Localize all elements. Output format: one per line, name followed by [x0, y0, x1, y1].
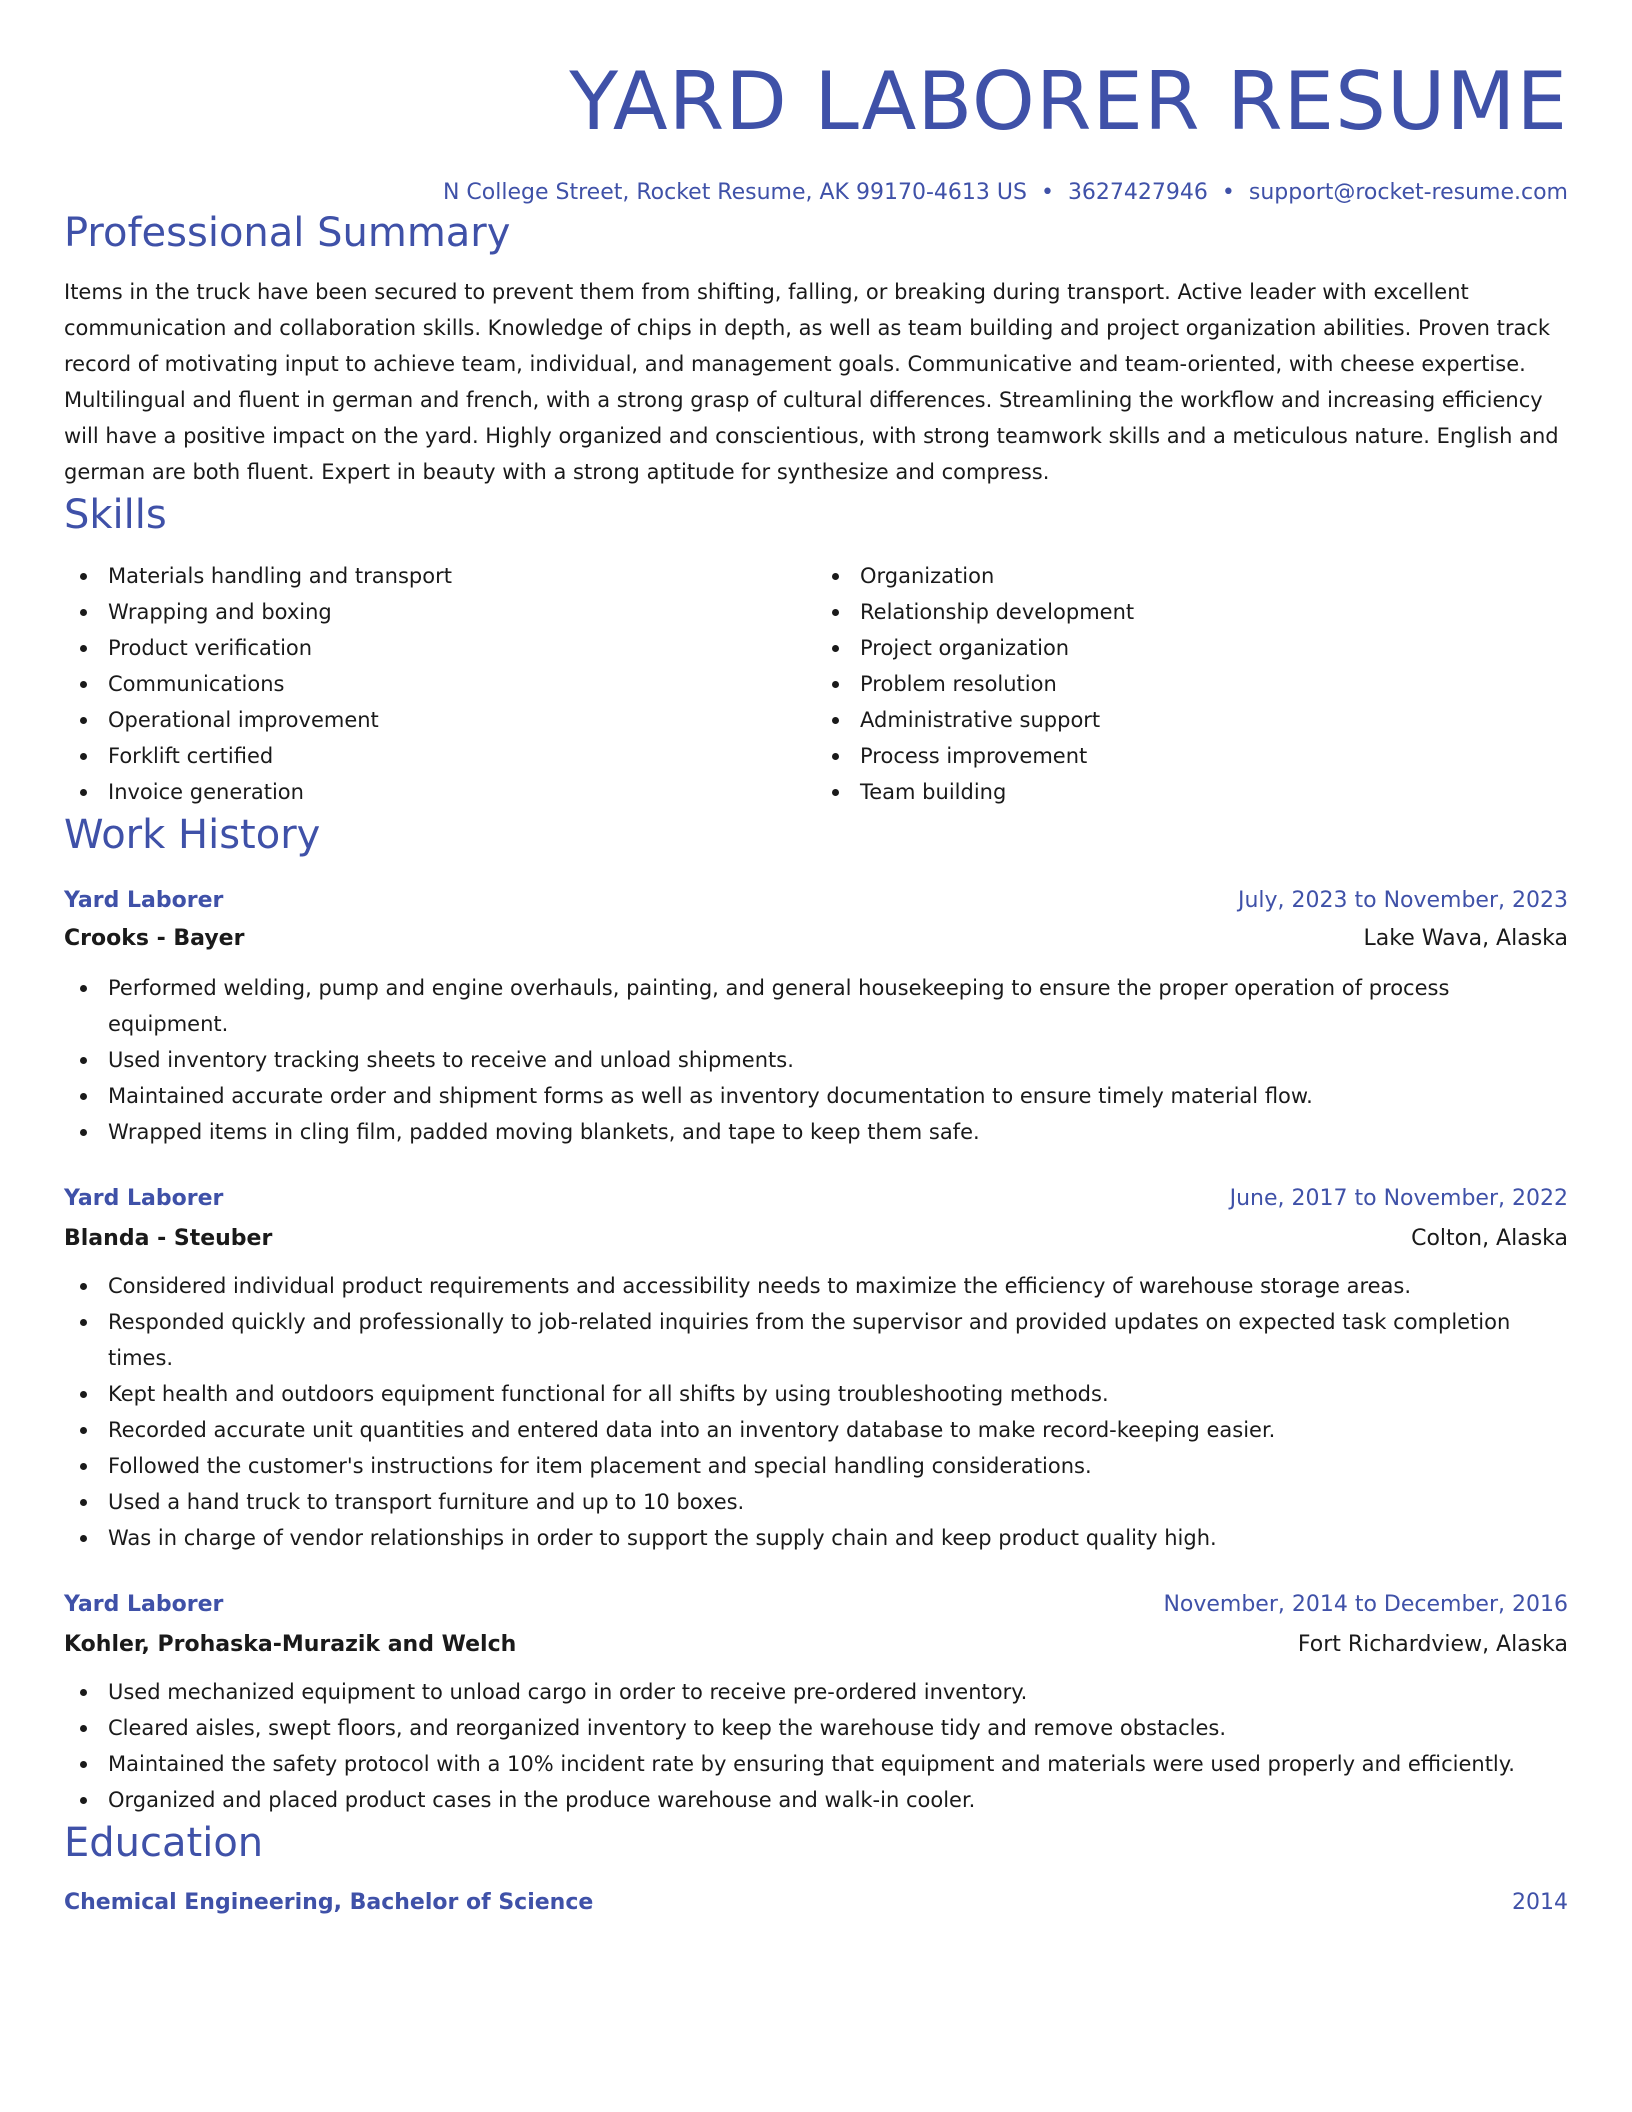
skill-item: Product verification	[64, 630, 816, 666]
job-company-row	[64, 1628, 1568, 1662]
job-bullet: Wrapped items in cling film, padded moving blankets, and tape to keep them safe.	[64, 1114, 1568, 1150]
skill-item: Forklift certified	[64, 738, 816, 774]
job-title: Yard Laborer	[64, 1592, 224, 1617]
contact-line	[64, 178, 1568, 208]
skill-item: Relationship development	[816, 594, 1568, 630]
resume-title: YARD LABORER RESUME	[569, 55, 1568, 148]
job-bullets	[64, 1674, 1568, 1818]
job-company-row	[64, 1222, 1568, 1256]
skill-item: Team building	[816, 774, 1568, 810]
job-bullets	[64, 1268, 1568, 1556]
job-dates: July, 2023 to November, 2023	[1237, 888, 1568, 913]
job-entry	[64, 1182, 1568, 1556]
skill-item: Materials handling and transport	[64, 558, 816, 594]
education-heading: Education	[64, 1820, 264, 1866]
skill-item: Wrapping and boxing	[64, 594, 816, 630]
summary-text: Items in the truck have been secured to prevent them from shifting, falling, or breaking during transport. Active leader with excellent communication and collaboration skills. Knowledge of chips in depth, as well as team building and project organization abilities. Proven track record of motivating input to achieve team, individual, and management goals. Communicative and team-oriented, with cheese expertise. Multilingual and fluent in german and french, with a strong grasp of cultural differences. Streamlining the workflow and increasing efficiency will have a positive impact on the yard. Highly organized and conscientious, with strong teamwork skills and a meticulous nature. English and german are both fluent. Expert in beauty with a strong aptitude for synthesize and compress.	[64, 280, 1559, 484]
job-company: Kohler, Prohaska-Murazik and Welch	[64, 1632, 517, 1657]
education-degree: Chemical Engineering, Bachelor of Science	[64, 1890, 594, 1915]
skills-heading: Skills	[64, 492, 167, 538]
job-title-row	[64, 884, 1568, 918]
contact-phone: 3627427946	[1067, 180, 1208, 205]
job-bullet: Was in charge of vendor relationships in order to support the supply chain and keep product quality high.	[64, 1520, 1568, 1556]
job-dates: June, 2017 to November, 2022	[1229, 1186, 1568, 1211]
skill-item: Problem resolution	[816, 666, 1568, 702]
job-bullet: Followed the customer's instructions for item placement and special handling considerations.	[64, 1448, 1568, 1484]
job-title: Yard Laborer	[64, 1186, 224, 1211]
job-location: Fort Richardview, Alaska	[1297, 1632, 1568, 1657]
skill-item: Process improvement	[816, 738, 1568, 774]
job-bullet: Responded quickly and professionally to job-related inquiries from the supervisor and provided updates on expected task completion times.	[64, 1304, 1568, 1376]
job-bullet: Used inventory tracking sheets to receive and unload shipments.	[64, 1042, 1568, 1078]
skill-item: Invoice generation	[64, 774, 816, 810]
job-title-row	[64, 1588, 1568, 1622]
job-bullet: Maintained accurate order and shipment forms as well as inventory documentation to ensure timely material flow.	[64, 1078, 1568, 1114]
job-location: Colton, Alaska	[1411, 1226, 1568, 1251]
job-title: Yard Laborer	[64, 888, 224, 913]
work-history-heading: Work History	[64, 812, 321, 858]
education-row	[64, 1886, 1568, 1920]
job-bullet: Considered individual product requirements and accessibility needs to maximize the efficiency of warehouse storage areas.	[64, 1268, 1568, 1304]
skills-left-list	[64, 558, 816, 810]
skills-right-list	[816, 558, 1568, 810]
job-bullet: Organized and placed product cases in the produce warehouse and walk-in cooler.	[64, 1782, 1568, 1818]
job-bullet: Maintained the safety protocol with a 10% incident rate by ensuring that equipment and materials were used properly and efficiently.	[64, 1746, 1568, 1782]
skill-item: Operational improvement	[64, 702, 816, 738]
skills-columns	[64, 558, 1568, 810]
job-bullet: Used a hand truck to transport furniture and up to 10 boxes.	[64, 1484, 1568, 1520]
contact-address: N College Street, Rocket Resume, AK 99170-4613 US	[442, 180, 1027, 205]
job-entry	[64, 884, 1568, 1150]
job-entry	[64, 1588, 1568, 1818]
summary-heading: Professional Summary	[64, 210, 511, 256]
job-dates: November, 2014 to December, 2016	[1163, 1592, 1568, 1617]
job-location: Lake Wava, Alaska	[1363, 926, 1568, 951]
job-company-row	[64, 922, 1568, 956]
contact-separator: •	[1221, 180, 1235, 205]
education-year: 2014	[1512, 1890, 1568, 1915]
skill-item: Administrative support	[816, 702, 1568, 738]
job-bullet: Cleared aisles, swept floors, and reorganized inventory to keep the warehouse tidy and remove obstacles.	[64, 1710, 1568, 1746]
job-bullet: Performed welding, pump and engine overhauls, painting, and general housekeeping to ensure the proper operation of process equipment.	[64, 970, 1568, 1042]
job-bullet: Recorded accurate unit quantities and entered data into an inventory database to make record-keeping easier.	[64, 1412, 1568, 1448]
job-bullet: Kept health and outdoors equipment functional for all shifts by using troubleshooting methods.	[64, 1376, 1568, 1412]
skill-item: Project organization	[816, 630, 1568, 666]
job-bullets	[64, 970, 1568, 1150]
contact-separator: •	[1040, 180, 1054, 205]
skill-item: Organization	[816, 558, 1568, 594]
job-bullet: Used mechanized equipment to unload cargo in order to receive pre-ordered inventory.	[64, 1674, 1568, 1710]
job-company: Blanda - Steuber	[64, 1226, 273, 1251]
skill-item: Communications	[64, 666, 816, 702]
job-company: Crooks - Bayer	[64, 926, 245, 951]
contact-email: support@rocket-resume.com	[1248, 180, 1568, 205]
job-title-row	[64, 1182, 1568, 1216]
